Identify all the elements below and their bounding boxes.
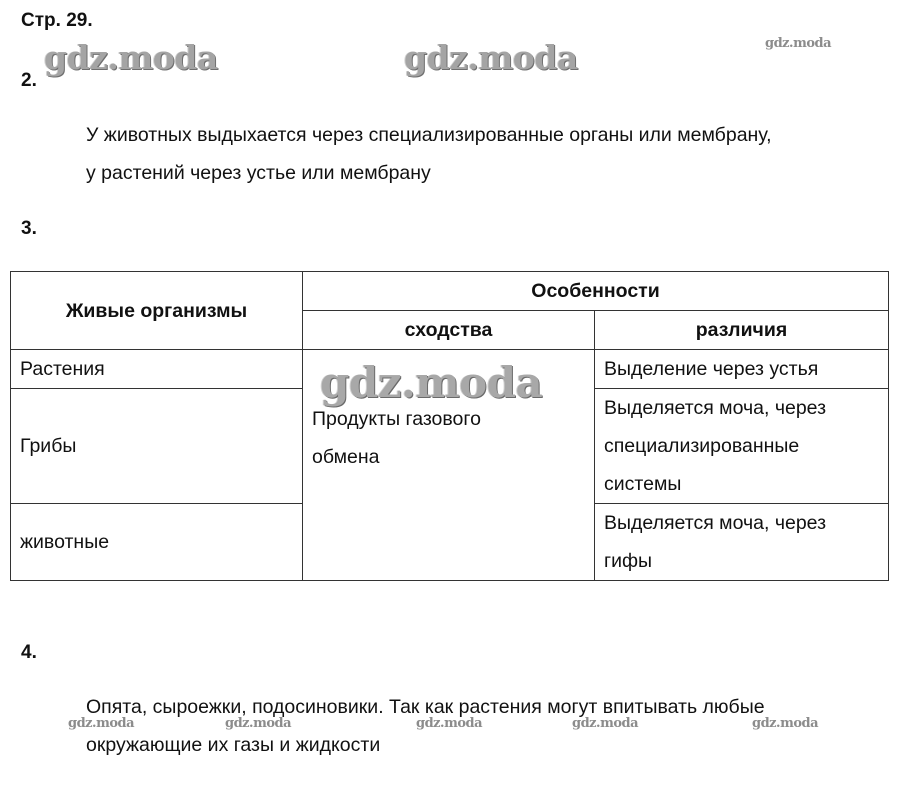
watermark-logo: gdz.moda (416, 716, 483, 731)
comparison-table (10, 271, 889, 581)
header-features: Особенности (303, 272, 889, 311)
organism-cell: Растения (11, 350, 303, 389)
answer-2 (86, 116, 772, 192)
watermark-logo: gdz.moda (225, 716, 292, 731)
similarity-line: обмена (312, 446, 380, 468)
header-organisms: Живые организмы (11, 272, 303, 350)
watermark-logo: gdz.moda (752, 716, 819, 731)
page-title: Стр. 29. (21, 10, 93, 31)
difference-cell (595, 504, 889, 581)
watermark-logo: gdz.moda (44, 38, 218, 77)
watermark-logo: gdz.moda (572, 716, 639, 731)
similarity-line: Продукты газового (312, 408, 481, 430)
answer-line: у растений через устье или мембрану (86, 162, 431, 184)
answer-line: У животных выдыхается через специализированные органы или мембрану, (86, 124, 772, 146)
header-similarities: сходства (303, 311, 595, 350)
answer-line: Опята, сыроежки, подосиновики. Так как растения могут впитывать любые (86, 696, 765, 718)
organism-cell: Грибы (11, 389, 303, 504)
difference-line: системы (604, 473, 682, 495)
difference-line: Выделяется моча, через (604, 397, 827, 419)
watermark-logo: gdz.moda (320, 358, 543, 407)
watermark-logo: gdz.moda (404, 38, 578, 77)
watermark-logo: gdz.moda (68, 716, 135, 731)
question-number-3: 3. (21, 218, 37, 239)
difference-line: Выделение через устья (604, 358, 819, 380)
difference-cell (595, 389, 889, 504)
watermark-logo: gdz.moda (765, 36, 832, 51)
answer-line: окружающие их газы и жидкости (86, 734, 381, 756)
question-number-2: 2. (21, 70, 37, 91)
difference-line: гифы (604, 550, 653, 572)
difference-line: специализированные (604, 435, 800, 457)
organism-cell: животные (11, 504, 303, 581)
question-number-4: 4. (21, 642, 37, 663)
difference-line: Выделяется моча, через (604, 512, 827, 534)
header-differences: различия (595, 311, 889, 350)
difference-cell (595, 350, 889, 389)
